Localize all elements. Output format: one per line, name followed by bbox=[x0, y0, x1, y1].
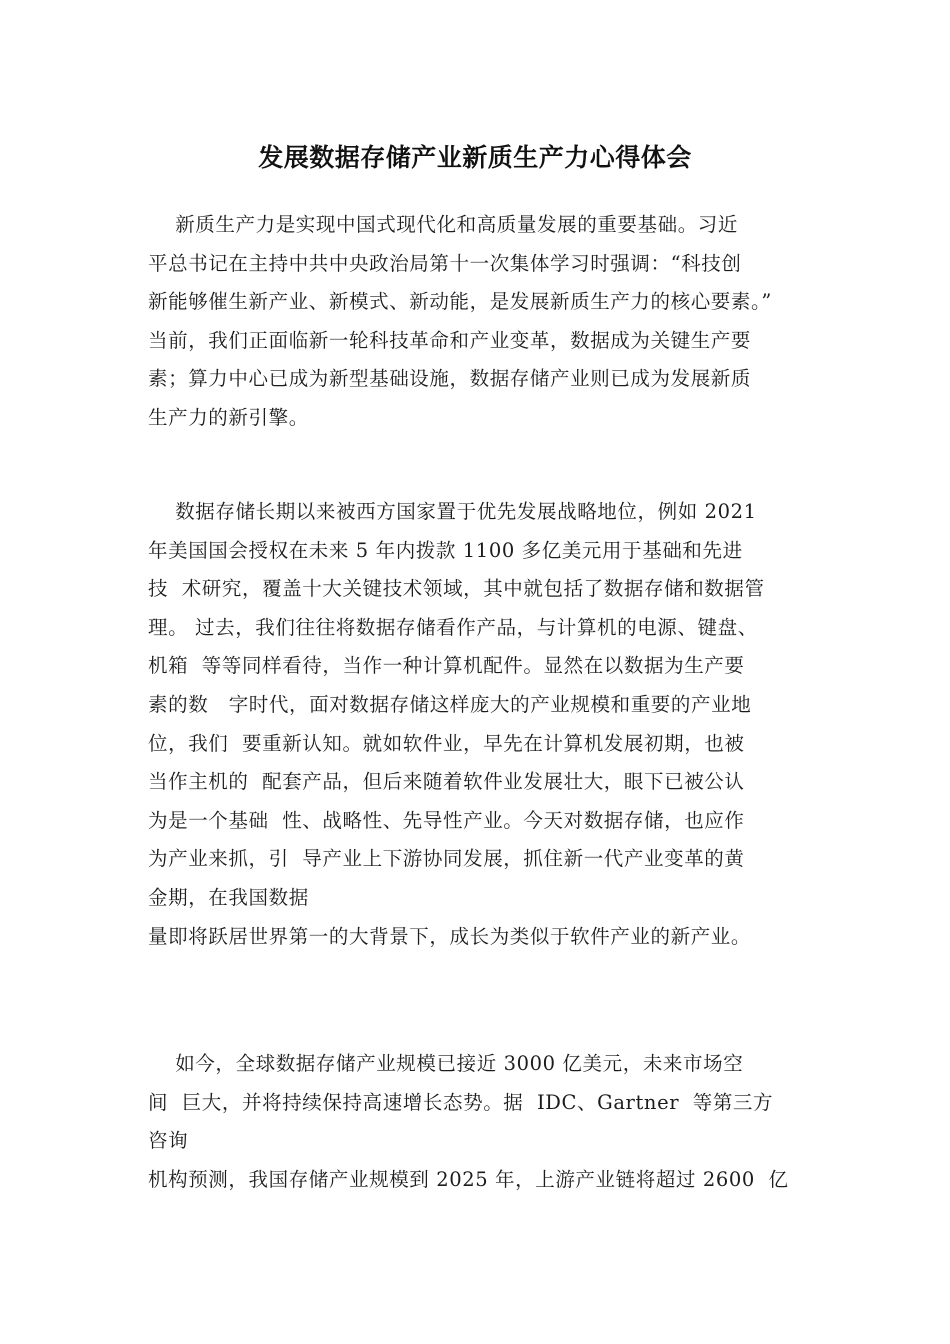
paragraph-line: 位，我们 要重新认知。就如软件业，早先在计算机发展初期，也被 bbox=[148, 731, 745, 755]
paragraph-line: 机箱 等等同样看待，当作一种计算机配件。显然在以数据为生产要 bbox=[148, 654, 745, 678]
paragraph-line: 新能够催生新产业、新模式、新动能，是发展新质生产力的核心要素。” bbox=[148, 290, 772, 314]
document-title: 发展数据存储产业新质生产力心得体会 bbox=[258, 143, 692, 172]
paragraph-3 bbox=[148, 1045, 820, 1199]
paragraph-line: 当作主机的 配套产品，但后来随着软件业发展壮大，眼下已被公认 bbox=[148, 770, 745, 794]
paragraph-line: 素的数 字时代，面对数据存储这样庞大的产业规模和重要的产业地 bbox=[148, 692, 752, 716]
paragraph-line: 当前，我们正面临新一轮科技革命和产业变革，数据成为关键生产要 bbox=[148, 328, 752, 352]
paragraph-line: 为是一个基础 性、战略性、先导性产业。今天对数据存储，也应作 bbox=[148, 808, 745, 832]
paragraph-line: 生产力的新引擎。 bbox=[148, 405, 309, 429]
paragraph-line: 为产业来抓，引 导产业上下游协同发展，抓住新一代产业变革的黄 bbox=[148, 847, 745, 871]
paragraph-line: 如今，全球数据存储产业规模已接近 3000 亿美元，未来市场空 bbox=[148, 1052, 744, 1075]
paragraph-line: 咨询 bbox=[148, 1129, 189, 1153]
paragraph-1 bbox=[148, 206, 820, 438]
paragraph-line: 理。 过去，我们往往将数据存储看作产品，与计算机的电源、键盘、 bbox=[148, 615, 758, 639]
paragraph-line: 平总书记在主持中共中央政治局第十一次集体学习时强调：“科技创 bbox=[148, 251, 742, 275]
paragraph-line: 机构预测，我国存储产业规模到 2025 年，上游产业链将超过 2600 亿 bbox=[148, 1167, 789, 1191]
paragraph-line: 技 术研究，覆盖十大关键技术领域，其中就包括了数据存储和数据管 bbox=[148, 577, 765, 601]
paragraph-line: 金期，在我国数据 bbox=[148, 885, 309, 909]
paragraph-line: 年美国国会授权在未来 5 年内拨款 1100 多亿美元用于基础和先进 bbox=[148, 538, 743, 562]
paragraph-line: 间 巨大，并将持续保持高速增长态势。据 IDC、Gartner 等第三方 bbox=[148, 1090, 774, 1114]
paragraph-line: 量即将跃居世界第一的大背景下，成长为类似于软件产业的新产业。 bbox=[148, 924, 752, 948]
paragraph-line: 数据存储长期以来被西方国家置于优先发展战略地位，例如 2021 bbox=[148, 500, 757, 523]
paragraph-line: 素；算力中心已成为新型基础设施，数据存储产业则已成为发展新质 bbox=[148, 367, 752, 391]
paragraph-2 bbox=[148, 493, 820, 956]
paragraph-line: 新质生产力是实现中国式现代化和高质量发展的重要基础。习近 bbox=[148, 213, 738, 236]
